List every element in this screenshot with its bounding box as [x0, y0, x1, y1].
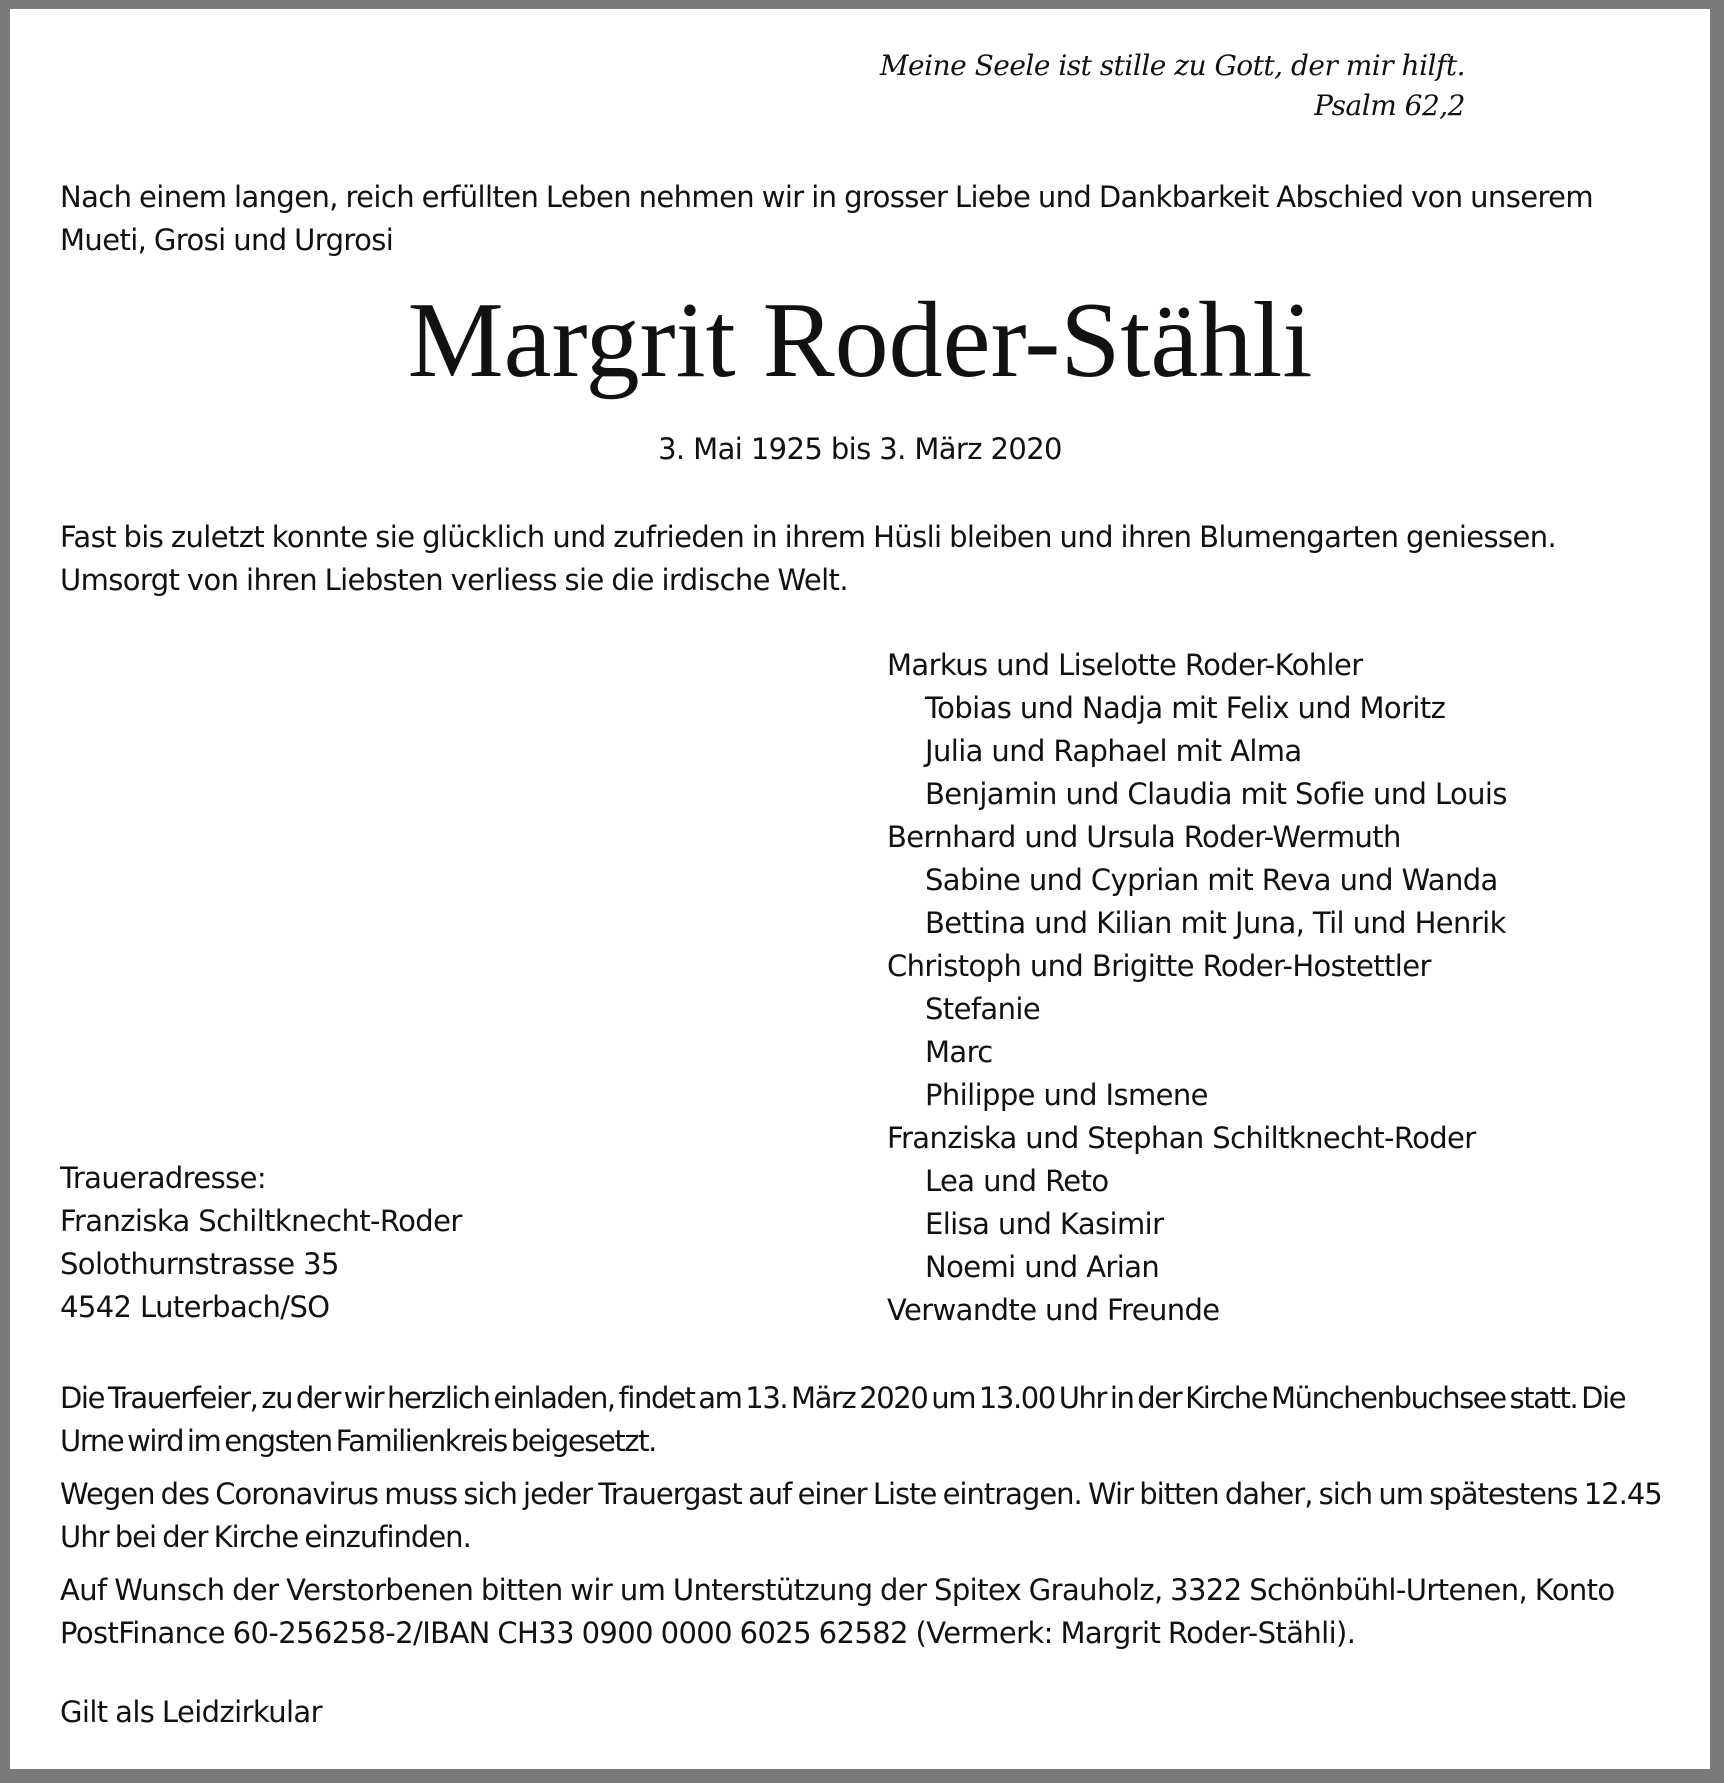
closing-text: Gilt als Leidzirkular	[60, 1695, 322, 1729]
family-line: Markus und Liselotte Roder-Kohler	[887, 648, 1363, 682]
address-label: Traueradresse:	[60, 1161, 267, 1195]
corona-notice: Wegen des Coronavirus muss sich jeder Trauergast auf einer Liste eintragen. Wir bitten daher, sich um spätestens 12.45 Uhr bei der Kirche einzufinden.	[60, 1477, 1662, 1554]
intro-text: Nach einem langen, reich erfüllten Leben nehmen wir in grosser Liebe und Dankbarkeit Abschied von unserem Mueti, Grosi und Urgrosi	[60, 180, 1594, 257]
life-text: Fast bis zuletzt konnte sie glücklich und zufrieden in ihrem Hüsli bleiben und ihren Blumengarten geniessen. Umsorgt von ihren Liebsten verliess sie die irdische Welt.	[60, 520, 1557, 597]
family-line: Bernhard und Ursula Roder-Wermuth	[887, 820, 1401, 854]
obituary-notice	[10, 9, 1710, 1769]
address-street: Solothurnstrasse 35	[60, 1247, 339, 1281]
family-line: Philippe und Ismene	[925, 1078, 1208, 1112]
family-line: Franziska und Stephan Schiltknecht-Roder	[887, 1121, 1476, 1155]
verse-reference: Psalm 62,2	[1314, 89, 1465, 122]
verse-quote: Meine Seele ist stille zu Gott, der mir hilft.	[879, 49, 1465, 82]
bible-verse	[880, 46, 1465, 126]
life-dates: 3. Mai 1925 bis 3. März 2020	[658, 432, 1062, 466]
mourning-address	[60, 1157, 462, 1329]
deceased-name: Margrit Roder-Stähli	[407, 281, 1313, 400]
donation-text: Auf Wunsch der Verstorbenen bitten wir um Unterstützung der Spitex Grauholz, 3322 Schönbühl-Urtenen, Konto PostFinance 60-256258-2/IBAN CH33 0900 0000 6025 62582 (Vermerk: Margrit Roder-Stähli).	[60, 1573, 1615, 1650]
address-name: Franziska Schiltknecht-Roder	[60, 1204, 462, 1238]
family-line: Bettina und Kilian mit Juna, Til und Henrik	[925, 906, 1506, 940]
family-line: Stefanie	[925, 992, 1041, 1026]
family-list	[887, 644, 1687, 1332]
family-line: Marc	[925, 1035, 993, 1069]
family-line: Christoph und Brigitte Roder-Hostettler	[887, 949, 1431, 983]
family-line: Lea und Reto	[925, 1164, 1109, 1198]
family-line: Noemi und Arian	[925, 1250, 1160, 1284]
address-city: 4542 Luterbach/SO	[60, 1290, 330, 1324]
family-line: Julia und Raphael mit Alma	[925, 734, 1302, 768]
ceremony-text: Die Trauerfeier, zu der wir herzlich einladen, findet am 13. März 2020 um 13.00 Uhr in der Kirche Münchenbuchsee statt. Die Urne wird im engsten Familienkreis beigesetzt.	[60, 1381, 1626, 1458]
family-line: Tobias und Nadja mit Felix und Moritz	[925, 691, 1446, 725]
family-line: Benjamin und Claudia mit Sofie und Louis	[925, 777, 1507, 811]
family-line: Elisa und Kasimir	[925, 1207, 1164, 1241]
family-line: Verwandte und Freunde	[887, 1293, 1220, 1327]
family-line: Sabine und Cyprian mit Reva und Wanda	[925, 863, 1498, 897]
